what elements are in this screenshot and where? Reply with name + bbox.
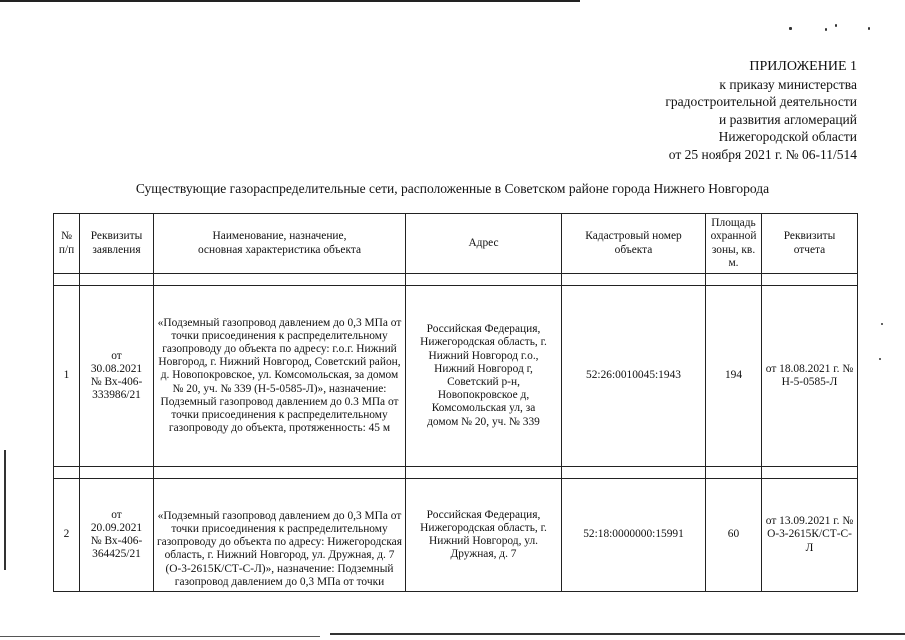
- cell-report: от 13.09.2021 г. № О-3-2615К/СТ-С-Л: [762, 479, 858, 592]
- header-area: Площадь охранной зоны, кв. м.: [706, 214, 762, 274]
- header-report: Реквизиты отчета: [762, 214, 858, 274]
- cell-request: от 30.08.2021 № Вх-406-333986/21: [80, 286, 154, 467]
- appendix-title: ПРИЛОЖЕНИЕ 1: [749, 59, 857, 74]
- cell-name: «Подземный газопровод давлением до 0,3 МПа от точки присоединения к распределительному газопроводу до объекта по адресу: г.о.г. Нижний Новгород, г. Нижний Новгород, Советский район, д. Новопокровское, ул. Комсомольская, за домом № 20, уч. № 339 (Н-5-0585-Л)», назначение: Подземный газопровод давлением до 0.3 МПа от точки присоединения к распределительному газопроводу до объекта, протяженность: 45 м: [154, 286, 406, 467]
- cell-cadastral: 52:18:0000000:15991: [562, 479, 706, 592]
- appendix-line: от 25 ноября 2021 г. № 06-11/514: [668, 146, 857, 162]
- cell-request: от 20.09.2021 № Вх-406-364425/21: [80, 479, 154, 592]
- table-row: [54, 286, 858, 467]
- scan-speck: [879, 358, 881, 360]
- header-name: Наименование, назначение, основная характеристика объекта: [154, 214, 406, 274]
- header-num: № п/п: [54, 214, 80, 274]
- appendix-line: градостроительной деятельности: [665, 94, 857, 109]
- scan-border-bottom-left: [0, 636, 320, 637]
- registry-table: [53, 213, 858, 592]
- appendix-line: Нижегородской области: [718, 129, 857, 144]
- appendix-line: и развития агломераций: [718, 111, 857, 127]
- scan-speck: [789, 27, 792, 30]
- scan-speck: [835, 24, 837, 27]
- appendix-line: к приказу министерства: [719, 76, 857, 92]
- scan-border-top: [0, 0, 580, 2]
- table-header-row: [54, 214, 858, 274]
- header-cadastral: Кадастровый номер объекта: [562, 214, 706, 274]
- scan-speck: [881, 323, 883, 325]
- table-spacer-row: [54, 274, 858, 286]
- table-row: [54, 479, 858, 592]
- cell-report: от 18.08.2021 г. № Н-5-0585-Л: [762, 286, 858, 467]
- header-request: Реквизиты заявления: [80, 214, 154, 274]
- header-address: Адрес: [406, 214, 562, 274]
- appendix-block: [665, 58, 857, 163]
- cell-address: Российская Федерация, Нижегородская область, г. Нижний Новгород, ул. Дружная, д. 7: [406, 479, 562, 592]
- scan-edge-left: [4, 450, 6, 570]
- cell-address: Российская Федерация, Нижегородская область, г. Нижний Новгород г.о., Нижний Новгород г, Советский р-н, Новопокровское д, Комсомольская ул, за домом № 20, уч. № 339: [406, 286, 562, 467]
- scan-speck: [825, 28, 827, 31]
- cell-cadastral: 52:26:0010045:1943: [562, 286, 706, 467]
- scan-speck: [868, 27, 870, 30]
- cell-name: «Подземный газопровод давлением до 0,3 МПа от точки присоединения к распределительному газопроводу до объекта по адресу: Нижегородская область, г. Нижний Новгород, ул. Дружная, д. 7 (О-3-2615К/СТ-С-Л)», назначение: Подземный газопровод давлением до 0,3 МПа от точки: [154, 479, 406, 592]
- scan-border-bottom: [330, 633, 905, 635]
- document-title: Существующие газораспределительные сети, расположенные в Советском районе города Нижнего Новгорода: [135, 181, 770, 196]
- cell-area: 60: [706, 479, 762, 592]
- cell-area: 194: [706, 286, 762, 467]
- cell-num: 1: [54, 286, 80, 467]
- cell-num: 2: [54, 479, 80, 592]
- table-spacer-row: [54, 467, 858, 479]
